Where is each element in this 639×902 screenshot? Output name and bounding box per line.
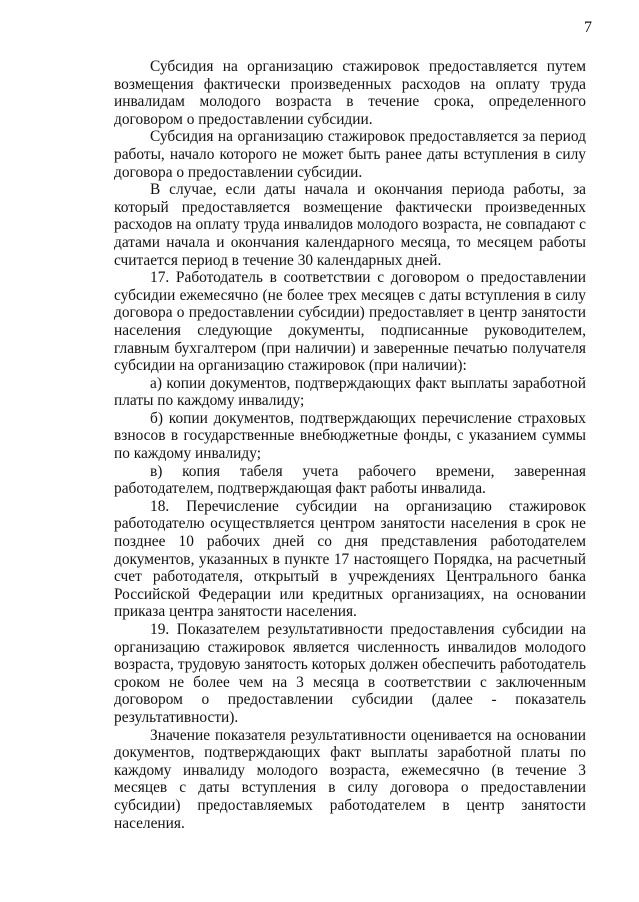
list-item-b: б) копии документов, подтверждающих перечисление страховых взносов в государственные внебюджетные фонды, с указанием суммы по каждому инвалиду; — [114, 409, 586, 463]
paragraph-work-month: В случае, если даты начала и окончания периода работы, за который предоставляется возмещение фактически произведенных расходов на оплату труда инвалидов молодого возраста, не совпадают с датами начала и окончания календарного месяца, то месяцем работы считается период в течение 30 календарных дней. — [114, 181, 586, 269]
paragraph-indicator-evaluation: Значение показателя результативности оценивается на основании документов, подтверждающих факт выплаты заработной платы по каждому инвалиду молодого возраста, ежемесячно (в течение 3 месяцев с даты вступления в силу договора о предоставлении субсидии) предоставляемых работодателем в центр занятости населения. — [114, 726, 586, 832]
list-item-c: в) копия табеля учета рабочего времени, заверенная работодателем, подтверждающая факт работы инвалида. — [114, 462, 586, 498]
paragraph-item-19: 19. Показателем результативности предоставления субсидии на организацию стажировок является численность инвалидов молодого возраста, трудовую занятость которых должен обеспечить работодатель сроком не более чем на 3 месяца в соответствии с заключенным договором о предоставлении субсидии (далее - показатель результативности). — [114, 621, 586, 726]
paragraph-subsidy-method: Субсидия на организацию стажировок предоставляется путем возмещения фактически произведенных расходов на оплату труда инвалидам молодого возраста в течение срока, определенного договором о предоставлении субсидии. — [114, 58, 586, 128]
document-body — [114, 58, 586, 832]
paragraph-subsidy-period: Субсидия на организацию стажировок предоставляется за период работы, начало которого не может быть ранее даты вступления в силу договора о предоставлении субсидии. — [114, 128, 586, 181]
paragraph-item-18: 18. Перечисление субсидии на организацию стажировок работодателю осуществляется центром занятости населения в срок не позднее 10 рабочих дней со дня представления работодателем документов, указанных в пункте 17 настоящего Порядка, на расчетный счет работодателя, открытый в учреждениях Центрального банка Российской Федерации или кредитных организациях, на основании приказа центра занятости населения. — [114, 497, 586, 621]
page-number: 7 — [584, 19, 592, 36]
paragraph-item-17: 17. Работодатель в соответствии с договором о предоставлении субсидии ежемесячно (не более трех месяцев с даты вступления в силу договора о предоставлении субсидии) предоставляет в центр занятости населения следующие документы, подписанные руководителем, главным бухгалтером (при наличии) и заверенные печатью получателя субсидии на организацию стажировок (при наличии): — [114, 269, 586, 375]
list-item-a: а) копии документов, подтверждающих факт выплаты заработной платы по каждому инвалиду; — [114, 374, 586, 410]
